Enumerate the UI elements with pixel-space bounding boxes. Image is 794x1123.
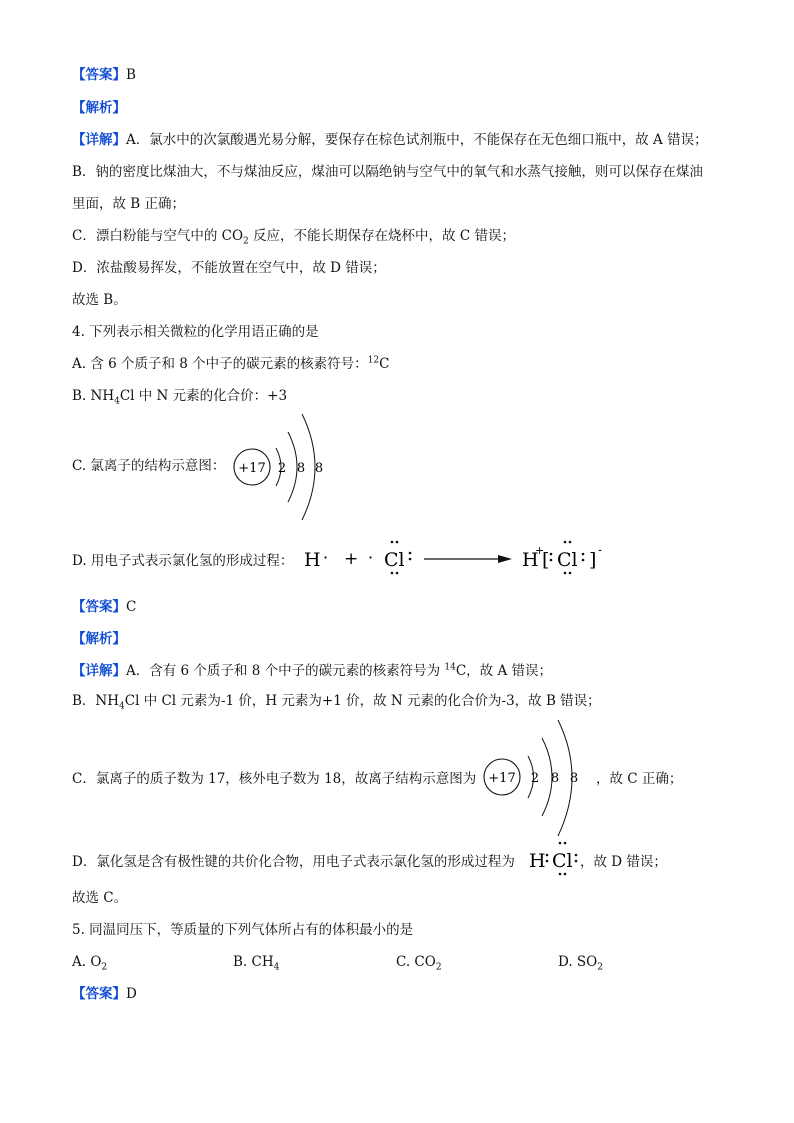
detail-line-4a [72,662,552,680]
detail-4b-sub: 4 [119,701,125,712]
detail-line-4c [72,770,476,788]
question-4-option-b [72,387,287,405]
question-5-option-b [233,953,279,971]
detail-tag-4: 【详解】 [72,663,126,679]
cl-left-dot: · [368,548,374,567]
detail-4a-pre: A．含有 6 个质子和 8 个中子的碳元素的核素符号为 [126,663,445,679]
hcl-electron-formula [528,838,584,882]
answer-line-3 [72,66,136,84]
bracket-open: [ [542,549,550,571]
q4-opt-b-post: Cl 中 N 元素的化合价：+3 [119,388,288,404]
detail-line-c [72,227,515,245]
detail-line-4d-post: ，故 D 错误； [580,854,667,870]
shell-count-2: 8 [296,461,306,476]
detail-text-c-sub: 2 [243,236,249,247]
q5-d-sub: 2 [597,962,603,973]
answer-tag-4: 【答案】 [72,599,126,615]
shell-count-1: 2 [277,461,287,476]
question-5-option-a [72,953,107,971]
q5-b-pre: B. CH [233,954,274,970]
detail-line-b2: 里面，故 B 正确； [72,196,186,212]
conclusion-4: 故选 C。 [72,890,128,906]
detail-text-c-pre: C．漂白粉能与空气中的 CO [72,228,244,244]
question-5-option-d [558,953,603,971]
answer-line-5 [72,985,137,1003]
answer-tag-5: 【答案】 [72,986,126,1002]
product-cl: Cl [557,549,578,571]
analysis-tag: 【解析】 [72,100,126,116]
shell-count-2-3: 8 [569,771,579,786]
q5-c-pre: C. CO [396,954,436,970]
question-4-option-a [72,355,389,373]
question-5-stem: 5. 同温同压下，等质量的下列气体所占有的体积最小的是 [72,922,414,938]
detail-line-4d [72,853,515,871]
answer-value: B [126,67,136,83]
shell-arc-2 [288,432,297,502]
shell-count-2-1: 2 [530,771,540,786]
q5-c-sub: 2 [435,962,442,973]
answer-line-4 [72,598,136,616]
h-atom: H [304,549,321,571]
detail-line-4b [72,692,601,710]
product-h: H [522,549,539,571]
chloride-structure-diagram-2 [478,716,596,846]
answer-value-4: C [126,599,137,615]
question-5-option-c [396,953,442,971]
hcl-cl: Cl [552,850,573,872]
detail-4b-pre: B．NH [72,693,120,709]
q5-a-sub: 2 [101,962,108,973]
detail-4c-pre: C．氯离子的质子数为 17，核外电子数为 18，故离子结构示意图为 [72,771,477,787]
detail-4d-pre: D．氯化氢是含有极性键的共价化合物，用电子式表示氯化氢的形成过程为 [72,854,515,870]
detail-4a-post: C，故 A 错误； [455,663,553,679]
detail-4b-post: Cl 中 Cl 元素为-1 价，H 元素为+1 价，故 N 元素的化合价为-3，故 B 错误； [124,693,601,709]
detail-text-c-post: 反应，不能长期保存在烧杯中，故 C 错误； [248,228,515,244]
analysis-line-4 [72,630,126,648]
product-h-charge: + [535,544,545,557]
reaction-arrow-head [498,555,512,563]
hcl-h: H [529,850,546,872]
answer-tag: 【答案】 [72,67,126,83]
detail-line-a [72,131,708,149]
h-electron-dot: · [323,548,329,567]
plus-sign: + [344,549,359,569]
detail-4a-sup: 14 [444,662,456,673]
nucleus-charge: +17 [238,461,266,476]
q4-opt-b-pre: B. NH [72,388,115,404]
question-4-option-d: D. 用电子式表示氯化氢的形成过程： [72,553,294,569]
detail-line-b1: B．钠的密度比煤油大，不与煤油反应，煤油可以隔绝钠与空气中的氧气和水蒸气接触，则可以保存在煤油 [72,164,703,180]
q5-b-sub: 4 [273,962,280,973]
chloride-structure-diagram [228,410,338,532]
nucleus-charge-2: +17 [488,771,516,786]
q4-opt-a-pre: A. 含 6 个质子和 8 个中子的碳元素的核素符号： [72,356,368,372]
conclusion-3: 故选 B。 [72,292,127,308]
q4-opt-a-sup: 12 [367,355,380,366]
detail-line-4c-post: ，故 C 正确； [596,771,683,787]
bracket-close: ] [589,549,597,571]
q4-opt-b-sub: 4 [114,396,120,407]
analysis-line-3 [72,99,126,117]
cl-atom: Cl [384,549,405,571]
hcl-formation-diagram [298,532,618,586]
answer-value-5: D [126,986,137,1002]
detail-line-d: D．浓盐酸易挥发，不能放置在空气中，故 D 错误； [72,260,386,276]
question-4-stem: 4. 下列表示相关微粒的化学用语正确的是 [72,324,319,340]
q5-d-pre: D. SO [558,954,598,970]
q5-a-pre: A. O [72,954,102,970]
analysis-tag-4: 【解析】 [72,631,126,647]
product-cl-charge: - [598,543,603,557]
shell-count-2-2: 8 [550,771,560,786]
shell-count-3: 8 [314,461,324,476]
question-4-option-c: C. 氯离子的结构示意图： [72,458,226,474]
detail-tag: 【详解】 [72,132,126,148]
detail-text-a: A．氯水中的次氯酸遇光易分解，要保存在棕色试剂瓶中，不能保存在无色细口瓶中，故 A 错误； [126,132,708,148]
q4-opt-a-post: C [379,356,390,372]
